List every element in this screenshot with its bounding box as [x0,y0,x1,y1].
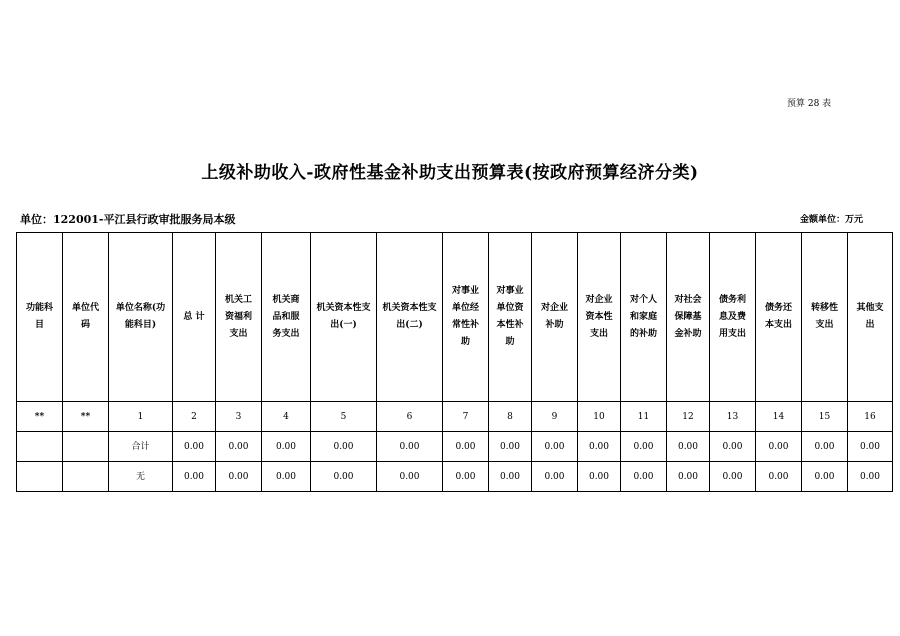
value-cell: 0.00 [216,432,262,462]
index-cell: 6 [377,402,443,432]
header-cell: 机关工资福利支出 [216,233,262,402]
value-cell: 0.00 [621,432,667,462]
header-cell: 对个人和家庭的补助 [621,233,667,402]
index-cell: 9 [532,402,578,432]
table-cell [17,432,63,462]
value-cell: 0.00 [377,432,443,462]
index-cell: 16 [848,402,893,432]
header-cell: 总 计 [173,233,216,402]
budget-table [16,232,893,492]
header-cell: 债务利息及费用支出 [710,233,756,402]
table-cell [17,462,63,492]
index-cell: 15 [802,402,848,432]
index-cell: 12 [667,402,710,432]
index-cell: 3 [216,402,262,432]
value-cell: 0.00 [489,462,532,492]
value-cell: 0.00 [667,462,710,492]
index-cell: 4 [262,402,311,432]
index-cell: 14 [756,402,802,432]
value-cell: 0.00 [667,432,710,462]
header-cell: 对社会保障基金补助 [667,233,710,402]
header-cell: 转移性支出 [802,233,848,402]
index-cell: 11 [621,402,667,432]
index-row [17,402,893,432]
value-cell: 0.00 [216,462,262,492]
value-cell: 0.00 [578,432,621,462]
value-cell: 0.00 [532,432,578,462]
value-cell: 0.00 [710,432,756,462]
table-row-none [17,462,893,492]
index-cell: 8 [489,402,532,432]
page-title: 上级补助收入-政府性基金补助支出预算表(按政府预算经济分类) [201,163,699,183]
header-cell: 功能科目 [17,233,63,402]
value-cell: 0.00 [578,462,621,492]
page-number: 预算 28 表 [787,99,832,109]
header-cell: 对企业资本性支出 [578,233,621,402]
header-cell: 对企业补助 [532,233,578,402]
table-cell [63,462,109,492]
header-cell: 对事业单位资本性补助 [489,233,532,402]
index-cell: ** [17,402,63,432]
value-cell: 0.00 [443,462,489,492]
index-cell: 5 [311,402,377,432]
header-cell: 债务还本支出 [756,233,802,402]
value-cell: 0.00 [377,462,443,492]
header-row [17,233,893,402]
value-cell: 0.00 [532,462,578,492]
row-name-cell: 无 [109,462,173,492]
value-cell: 0.00 [489,432,532,462]
header-cell: 对事业单位经常性补助 [443,233,489,402]
value-cell: 0.00 [621,462,667,492]
index-cell: 2 [173,402,216,432]
value-cell: 0.00 [756,462,802,492]
header-cell: 机关资本性支出(二) [377,233,443,402]
header-cell: 单位代码 [63,233,109,402]
value-cell: 0.00 [443,432,489,462]
value-cell: 0.00 [173,462,216,492]
value-cell: 0.00 [848,462,893,492]
index-cell: 1 [109,402,173,432]
header-cell: 机关资本性支出(一) [311,233,377,402]
value-cell: 0.00 [710,462,756,492]
value-cell: 0.00 [262,462,311,492]
header-cell: 单位名称(功能科目) [109,233,173,402]
index-cell: 13 [710,402,756,432]
value-cell: 0.00 [802,462,848,492]
value-cell: 0.00 [848,432,893,462]
index-cell: 7 [443,402,489,432]
value-cell: 0.00 [262,432,311,462]
header-cell: 其他支出 [848,233,893,402]
table-row-total [17,432,893,462]
index-cell: 10 [578,402,621,432]
header-cell: 机关商品和服务支出 [262,233,311,402]
row-name-cell: 合计 [109,432,173,462]
amount-unit-label: 金额单位：万元 [800,215,864,225]
value-cell: 0.00 [802,432,848,462]
value-cell: 0.00 [311,432,377,462]
unit-label: 单位：122001-平江县行政审批服务局本级 [20,213,236,226]
value-cell: 0.00 [173,432,216,462]
value-cell: 0.00 [756,432,802,462]
index-cell: ** [63,402,109,432]
table-cell [63,432,109,462]
value-cell: 0.00 [311,462,377,492]
